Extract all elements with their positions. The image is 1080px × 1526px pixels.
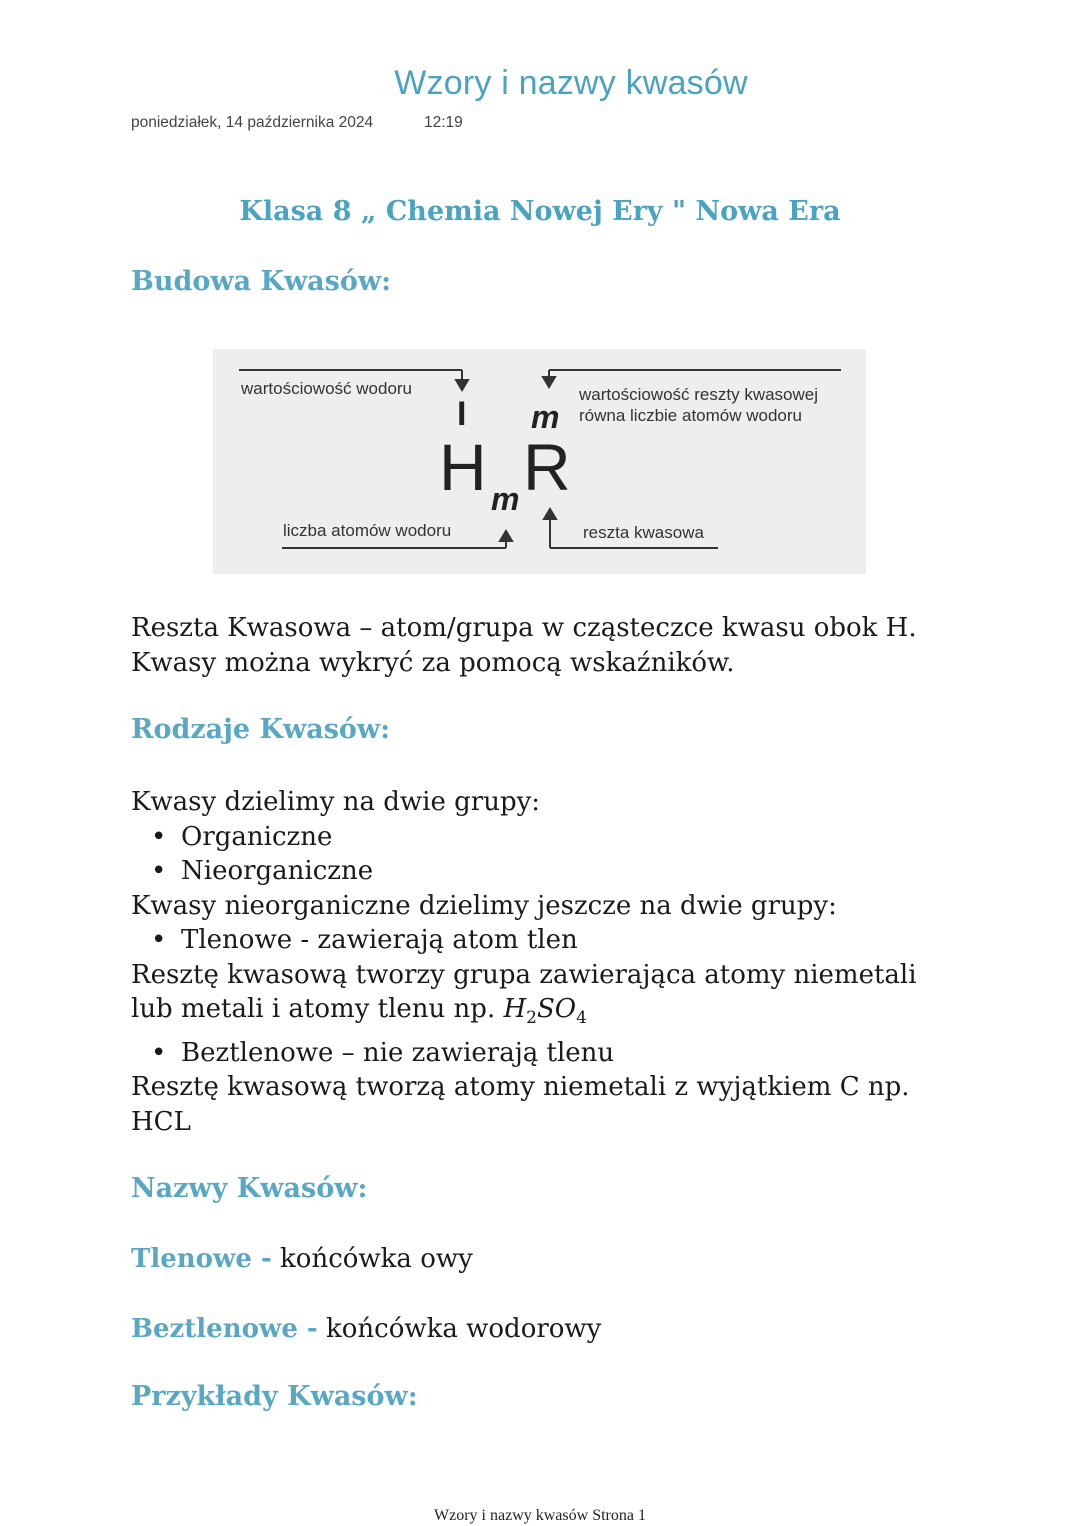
- symbol-r: R: [523, 430, 571, 504]
- roman-one: I: [457, 395, 467, 433]
- bullet-icon: •: [151, 925, 167, 955]
- arrow-head-rest: [544, 509, 556, 519]
- tlenowe-desc-1: Resztę kwasową tworzy grupa zawierająca atomy niemetali: [131, 959, 917, 990]
- list-item: • Beztlenowe – nie zawierają tlenu: [131, 1036, 951, 1071]
- heading-przyklady: Przykłady Kwasów:: [131, 1381, 418, 1412]
- label-count-h: liczba atomów wodoru: [283, 521, 452, 540]
- heading-rodzaje: Rodzaje Kwasów:: [131, 714, 391, 745]
- page-title: Wzory i nazwy kwasów: [394, 64, 748, 102]
- acid-structure-diagram: [213, 349, 866, 574]
- budowa-line-1: Reszta Kwasowa – atom/grupa w cząsteczce kwasu obok H.: [131, 613, 917, 643]
- valence-m: m: [531, 399, 560, 435]
- arrow-head-count-h: [500, 531, 512, 541]
- bullet-icon: •: [151, 821, 167, 852]
- rodzaje-text: [131, 785, 951, 1139]
- label-valence-rest: wartościowość reszty kwasowej: [579, 385, 819, 404]
- list-item: • Nieorganiczne: [131, 854, 951, 889]
- arrow-head-valence-rest: [543, 377, 555, 387]
- page-time: 12:19: [424, 114, 463, 131]
- list-item: • Tlenowe - zawierają atom tlen: [131, 923, 951, 958]
- tlenowe-label: Tlenowe -: [131, 1244, 272, 1274]
- heading-nazwy: Nazwy Kwasów:: [131, 1173, 368, 1204]
- heading-budowa: Budowa Kwasów:: [131, 266, 392, 297]
- tlenowe-desc-2: lub metali i atomy tlenu np. $H_2SO_4$: [131, 994, 587, 1029]
- rodzaje-intro-2: Kwasy nieorganiczne dzielimy jeszcze na dwie grupy:: [131, 890, 837, 921]
- budowa-line-2: Kwasy można wykryć za pomocą wskaźników.: [131, 647, 735, 678]
- bullet-icon: •: [151, 1037, 167, 1068]
- bullet-icon: •: [151, 856, 167, 886]
- beztlenowe-desc-2: HCL: [131, 1106, 191, 1137]
- beztlenowe-desc-1: Resztę kwasową tworzą atomy niemetali z wyjątkiem C np.: [131, 1072, 910, 1103]
- page-date: poniedziałek, 14 października 2024: [131, 114, 374, 131]
- label-valence-rest-2: równa liczbie atomów wodoru: [579, 406, 802, 425]
- list-item: • Organiczne: [131, 820, 951, 855]
- nazwy-beztlenowe: [131, 1312, 951, 1347]
- beztlenowe-label: Beztlenowe -: [131, 1314, 318, 1344]
- label-valence-h: wartościowość wodoru: [241, 379, 413, 398]
- nazwy-tlenowe: [131, 1242, 951, 1277]
- symbol-h: H: [439, 430, 487, 504]
- subtitle: Klasa 8 „ Chemia Nowej Ery " Nowa Era: [239, 196, 841, 227]
- arrow-head-valence-h: [456, 380, 468, 390]
- label-rest: reszta kwasowa: [583, 523, 704, 542]
- rodzaje-intro: Kwasy dzielimy na dwie grupy:: [131, 787, 541, 817]
- tlenowe-text: końcówka owy: [280, 1244, 473, 1274]
- beztlenowe-text: końcówka wodorowy: [326, 1314, 602, 1344]
- budowa-text: [131, 611, 951, 680]
- subscript-m: m: [491, 481, 520, 517]
- formula-h2so4: $H_2SO_4$: [503, 994, 587, 1029]
- page-footer: Wzory i nazwy kwasów Strona 1: [434, 1507, 646, 1524]
